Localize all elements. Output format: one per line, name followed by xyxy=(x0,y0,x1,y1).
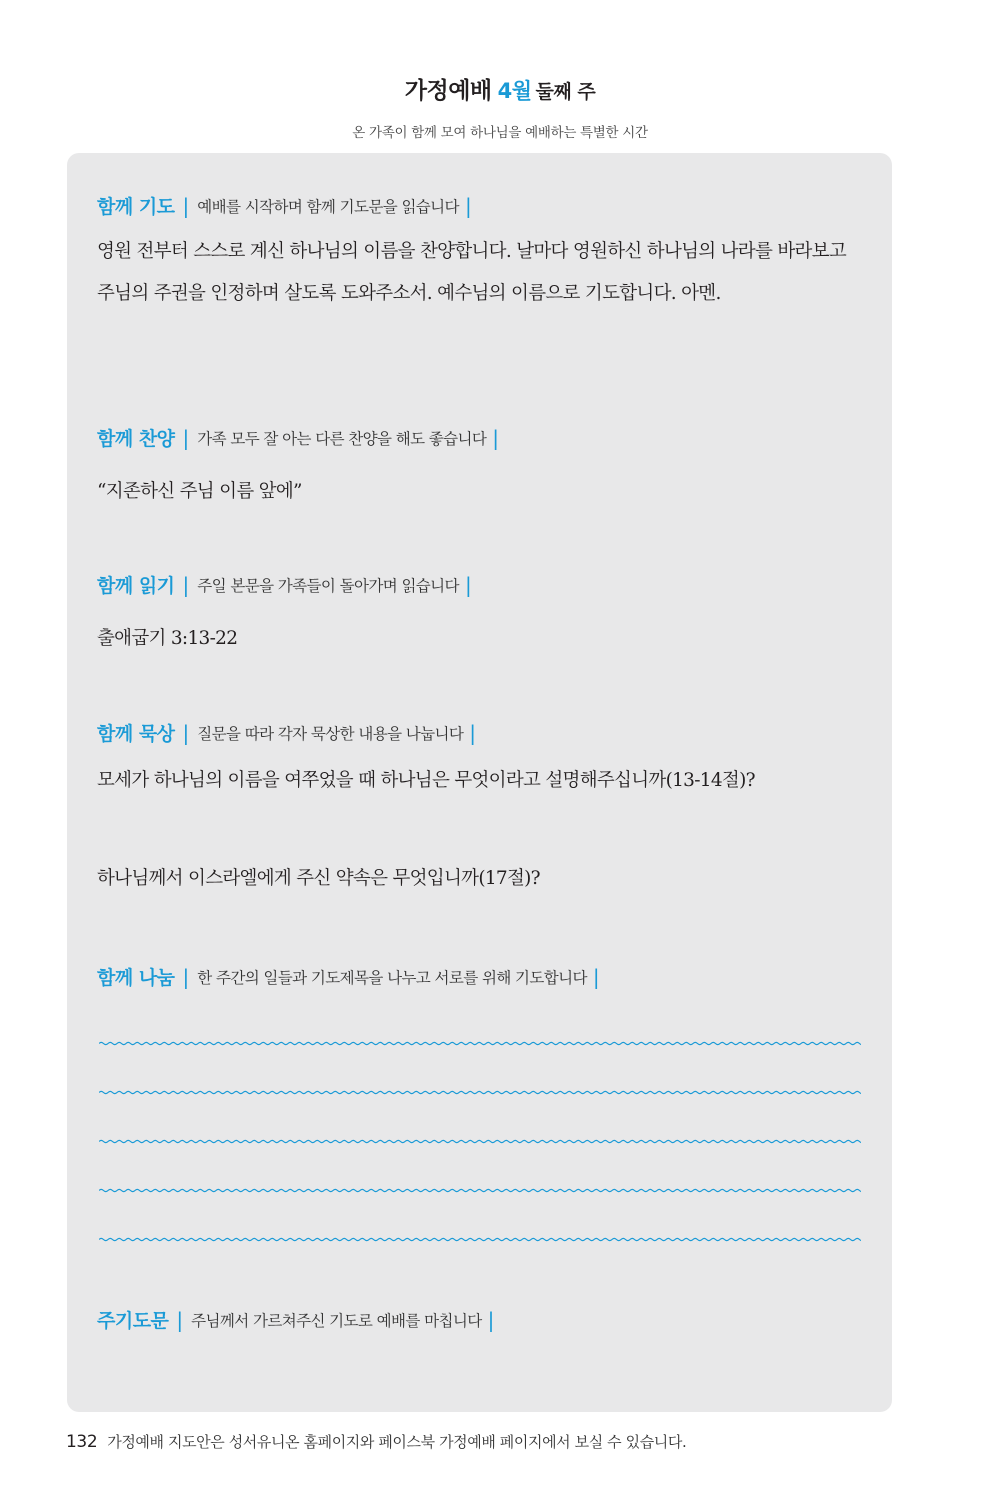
title-text: 가정예배 xyxy=(404,78,492,104)
divider: | xyxy=(182,964,190,989)
page-footer xyxy=(66,1431,686,1452)
divider: | xyxy=(469,720,477,745)
section-label: 함께 찬양 xyxy=(97,428,175,450)
section-sharing xyxy=(97,963,867,990)
section-description: 가족 모두 잘 아는 다른 찬양을 해도 좋습니다 xyxy=(197,429,487,448)
divider: | xyxy=(464,193,472,218)
meditation-question-2: 하나님께서 이스라엘에게 주신 약속은 무엇입니까(17절)? xyxy=(97,868,540,889)
divider: | xyxy=(182,720,190,745)
section-heading xyxy=(97,571,867,598)
section-lords-prayer xyxy=(97,1306,867,1333)
section-prayer xyxy=(97,192,867,315)
section-label: 함께 읽기 xyxy=(97,575,175,597)
section-label: 함께 기도 xyxy=(97,196,175,218)
divider: | xyxy=(592,964,600,989)
wavy-writing-line[interactable] xyxy=(99,1035,861,1052)
divider: | xyxy=(182,193,190,218)
section-description: 한 주간의 일들과 기도제목을 나누고 서로를 위해 기도합니다 xyxy=(197,968,587,987)
wavy-writing-line[interactable] xyxy=(99,1231,861,1248)
title-month: 4월 xyxy=(497,79,532,103)
wavy-writing-line[interactable] xyxy=(99,1133,861,1150)
meditation-question-1: 모세가 하나님의 이름을 여쭈었을 때 하나님은 무엇이라고 설명해주십니까(13-14절)? xyxy=(97,770,755,791)
wave-path xyxy=(99,1189,861,1191)
page-header xyxy=(0,72,1000,141)
divider: | xyxy=(182,425,190,450)
prayer-text: 영원 전부터 스스로 계신 하나님의 이름을 찬양합니다. 날마다 영원하신 하나님의 나라를 바라보고 주님의 주권을 인정하며 살도록 도와주소서. 예수님의 이름으로 기도합니다. 아멘. xyxy=(97,241,847,304)
section-heading xyxy=(97,963,867,990)
divider: | xyxy=(492,425,500,450)
praise-song: “지존하신 주님 이름 앞에” xyxy=(97,481,302,502)
wave-path xyxy=(99,1140,861,1142)
wave-path xyxy=(99,1091,861,1093)
page-title xyxy=(0,72,1000,105)
section-label: 함께 나눔 xyxy=(97,967,175,989)
page-number: 132 xyxy=(66,1432,98,1452)
divider: | xyxy=(176,1307,184,1332)
reading-passage: 출애굽기 3:13-22 xyxy=(97,628,238,649)
divider: | xyxy=(182,572,190,597)
footer-note: 가정예배 지도안은 성서유니온 홈페이지와 페이스북 가정예배 페이지에서 보실 수 있습니다. xyxy=(107,1433,687,1451)
wave-path xyxy=(99,1042,861,1044)
section-meditation xyxy=(97,719,867,746)
section-description: 질문을 따라 각자 묵상한 내용을 나눕니다 xyxy=(197,724,464,743)
section-description: 주일 본문을 가족들이 돌아가며 읽습니다 xyxy=(197,576,459,595)
section-label: 함께 묵상 xyxy=(97,723,175,745)
wave-path xyxy=(99,1238,861,1240)
section-heading xyxy=(97,719,867,746)
section-heading xyxy=(97,1306,867,1333)
title-week: 둘째 주 xyxy=(535,81,596,103)
section-description: 예배를 시작하며 함께 기도문을 읽습니다 xyxy=(197,197,459,216)
divider: | xyxy=(464,572,472,597)
section-label: 주기도문 xyxy=(97,1310,169,1332)
writing-lines xyxy=(99,1035,861,1280)
divider: | xyxy=(487,1307,495,1332)
section-praise xyxy=(97,424,867,513)
section-heading xyxy=(97,424,867,451)
page-subtitle: 온 가족이 함께 모여 하나님을 예배하는 특별한 시간 xyxy=(352,125,648,141)
section-description: 주님께서 가르쳐주신 기도로 예배를 마칩니다 xyxy=(191,1311,482,1330)
section-reading xyxy=(97,571,867,660)
section-heading xyxy=(97,192,867,219)
wavy-writing-line[interactable] xyxy=(99,1182,861,1199)
wavy-writing-line[interactable] xyxy=(99,1084,861,1101)
worship-panel xyxy=(67,153,892,1412)
